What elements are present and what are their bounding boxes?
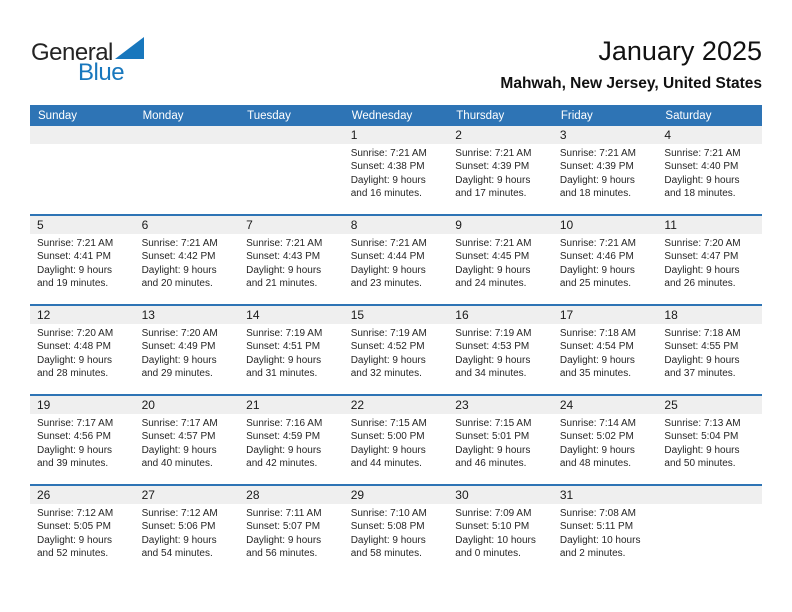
daylight-text: Daylight: 9 hours and 48 minutes. xyxy=(559,444,635,470)
day-number: 23 xyxy=(455,398,469,412)
daylight-text: Daylight: 9 hours and 56 minutes. xyxy=(246,534,322,560)
sunrise-text: Sunrise: 7:21 AM xyxy=(350,238,427,249)
daylight-text: Daylight: 9 hours and 28 minutes. xyxy=(37,354,113,380)
week-details xyxy=(30,414,762,471)
sunrise-text: Sunrise: 7:21 AM xyxy=(559,148,636,159)
day-cell xyxy=(239,414,344,471)
sunset-text: Sunset: 4:49 PM xyxy=(141,341,216,353)
sunrise-text: Sunrise: 7:21 AM xyxy=(246,238,323,249)
day-cell xyxy=(239,504,344,561)
sunrise-text: Sunrise: 7:21 AM xyxy=(141,238,218,249)
day-number: 21 xyxy=(246,398,260,412)
daylight-text: Daylight: 9 hours and 34 minutes. xyxy=(455,354,531,380)
daylight-text: Daylight: 9 hours and 46 minutes. xyxy=(455,444,531,470)
day-cell xyxy=(448,414,553,471)
daylight-text: Daylight: 9 hours and 20 minutes. xyxy=(141,264,217,290)
sunset-text: Sunset: 4:57 PM xyxy=(141,431,216,443)
day-number: 27 xyxy=(141,488,155,502)
day-cell xyxy=(657,234,762,291)
weekday-saturday: Saturday xyxy=(665,109,712,122)
day-number: 5 xyxy=(37,218,44,232)
sunset-text: Sunset: 5:08 PM xyxy=(350,521,425,533)
sunset-text: Sunset: 4:48 PM xyxy=(37,341,111,353)
sunset-text: Sunset: 4:46 PM xyxy=(559,251,634,263)
day-cell xyxy=(553,324,658,381)
sunrise-text: Sunrise: 7:16 AM xyxy=(246,418,323,429)
day-number: 8 xyxy=(350,218,358,232)
day-number xyxy=(657,486,762,504)
sunset-text: Sunset: 4:59 PM xyxy=(246,431,321,443)
sunrise-text: Sunrise: 7:09 AM xyxy=(455,508,532,519)
sunrise-text: Sunrise: 7:20 AM xyxy=(664,238,741,249)
sunrise-text: Sunrise: 7:17 AM xyxy=(37,418,114,429)
day-number: 20 xyxy=(141,398,155,412)
sunrise-text: Sunrise: 7:15 AM xyxy=(350,418,427,429)
day-number: 12 xyxy=(37,308,51,322)
day-number xyxy=(30,126,135,144)
sunset-text: Sunset: 4:39 PM xyxy=(455,161,530,173)
day-number-band xyxy=(30,126,762,144)
day-cell xyxy=(344,144,449,201)
sunrise-text: Sunrise: 7:15 AM xyxy=(455,418,532,429)
general-blue-logo xyxy=(31,37,171,86)
week-details xyxy=(30,504,762,561)
day-cell xyxy=(135,144,240,201)
daylight-text: Daylight: 9 hours and 18 minutes. xyxy=(664,174,740,200)
week-row xyxy=(30,484,762,574)
sunset-text: Sunset: 4:54 PM xyxy=(559,341,634,353)
sunset-text: Sunset: 4:38 PM xyxy=(350,161,425,173)
daylight-text: Daylight: 9 hours and 17 minutes. xyxy=(455,174,531,200)
day-cell xyxy=(344,234,449,291)
day-cell xyxy=(657,414,762,471)
calendar xyxy=(30,105,762,574)
day-number: 25 xyxy=(664,398,678,412)
sunset-text: Sunset: 4:53 PM xyxy=(455,341,530,353)
day-cell xyxy=(448,144,553,201)
sunset-text: Sunset: 5:07 PM xyxy=(246,521,321,533)
day-cell xyxy=(30,414,135,471)
sunrise-text: Sunrise: 7:18 AM xyxy=(559,328,636,339)
day-number: 19 xyxy=(37,398,51,412)
daylight-text: Daylight: 9 hours and 37 minutes. xyxy=(664,354,740,380)
weekday-thursday: Thursday xyxy=(456,109,505,122)
sunrise-text: Sunrise: 7:13 AM xyxy=(664,418,741,429)
daylight-text: Daylight: 9 hours and 54 minutes. xyxy=(141,534,217,560)
daylight-text: Daylight: 9 hours and 39 minutes. xyxy=(37,444,113,470)
sunset-text: Sunset: 4:56 PM xyxy=(37,431,111,443)
day-cell xyxy=(239,324,344,381)
day-number-band xyxy=(30,396,762,414)
week-row xyxy=(30,126,762,214)
day-number: 30 xyxy=(455,488,469,502)
day-cell xyxy=(30,234,135,291)
day-number: 3 xyxy=(559,128,567,142)
daylight-text: Daylight: 9 hours and 42 minutes. xyxy=(246,444,322,470)
day-number-band xyxy=(30,306,762,324)
daylight-text: Daylight: 9 hours and 32 minutes. xyxy=(350,354,426,380)
day-number xyxy=(239,126,344,144)
sunset-text: Sunset: 4:44 PM xyxy=(350,251,425,263)
daylight-text: Daylight: 10 hours and 2 minutes. xyxy=(559,534,641,560)
week-details xyxy=(30,234,762,291)
sunrise-text: Sunrise: 7:21 AM xyxy=(455,238,532,249)
sunset-text: Sunset: 4:47 PM xyxy=(664,251,739,263)
day-number: 1 xyxy=(350,128,358,142)
daylight-text: Daylight: 9 hours and 21 minutes. xyxy=(246,264,322,290)
day-number-band xyxy=(30,486,762,504)
weekday-friday: Friday xyxy=(560,109,593,122)
day-cell xyxy=(657,504,762,561)
day-cell xyxy=(135,234,240,291)
day-number: 18 xyxy=(664,308,678,322)
day-cell xyxy=(344,324,449,381)
sunrise-text: Sunrise: 7:21 AM xyxy=(559,238,636,249)
sunrise-text: Sunrise: 7:08 AM xyxy=(559,508,636,519)
sunset-text: Sunset: 4:40 PM xyxy=(664,161,739,173)
weekday-tuesday: Tuesday xyxy=(247,109,291,122)
daylight-text: Daylight: 9 hours and 29 minutes. xyxy=(141,354,217,380)
daylight-text: Daylight: 9 hours and 58 minutes. xyxy=(350,534,426,560)
sunrise-text: Sunrise: 7:10 AM xyxy=(350,508,427,519)
daylight-text: Daylight: 9 hours and 26 minutes. xyxy=(664,264,740,290)
daylight-text: Daylight: 10 hours and 0 minutes. xyxy=(455,534,536,560)
day-cell xyxy=(657,144,762,201)
title-block xyxy=(500,34,762,96)
day-number: 6 xyxy=(141,218,149,232)
sunset-text: Sunset: 5:04 PM xyxy=(664,431,739,443)
sunset-text: Sunset: 4:45 PM xyxy=(455,251,530,263)
day-number xyxy=(135,126,240,144)
sunrise-text: Sunrise: 7:19 AM xyxy=(455,328,532,339)
day-number: 15 xyxy=(350,308,365,322)
day-cell xyxy=(344,414,449,471)
sunset-text: Sunset: 5:00 PM xyxy=(350,431,425,443)
daylight-text: Daylight: 9 hours and 18 minutes. xyxy=(559,174,635,200)
week-row xyxy=(30,304,762,394)
day-number: 26 xyxy=(37,488,51,502)
sunrise-text: Sunrise: 7:11 AM xyxy=(246,508,322,519)
sunset-text: Sunset: 4:42 PM xyxy=(141,251,216,263)
sunrise-text: Sunrise: 7:21 AM xyxy=(664,148,741,159)
weekday-header xyxy=(30,105,762,126)
day-number: 29 xyxy=(350,488,365,502)
week-row xyxy=(30,394,762,484)
daylight-text: Daylight: 9 hours and 23 minutes. xyxy=(350,264,426,290)
sunset-text: Sunset: 4:55 PM xyxy=(664,341,739,353)
day-cell xyxy=(30,324,135,381)
weekday-wednesday: Wednesday xyxy=(351,109,413,122)
logo-general-text: General xyxy=(31,39,113,66)
day-number: 17 xyxy=(559,308,574,322)
daylight-text: Daylight: 9 hours and 31 minutes. xyxy=(246,354,322,380)
day-number: 4 xyxy=(664,128,672,142)
sunset-text: Sunset: 5:11 PM xyxy=(559,521,634,533)
logo-blue-text: Blue xyxy=(78,59,125,86)
sunset-text: Sunset: 4:52 PM xyxy=(350,341,425,353)
daylight-text: Daylight: 9 hours and 44 minutes. xyxy=(350,444,426,470)
day-number-band xyxy=(30,216,762,234)
daylight-text: Daylight: 9 hours and 52 minutes. xyxy=(37,534,113,560)
sunrise-text: Sunrise: 7:12 AM xyxy=(141,508,218,519)
calendar-weeks xyxy=(30,126,762,574)
day-cell xyxy=(30,144,135,201)
daylight-text: Daylight: 9 hours and 40 minutes. xyxy=(141,444,217,470)
day-number: 14 xyxy=(246,308,260,322)
day-cell xyxy=(135,414,240,471)
day-cell xyxy=(657,324,762,381)
day-cell xyxy=(30,504,135,561)
sunrise-text: Sunrise: 7:18 AM xyxy=(664,328,741,339)
day-cell xyxy=(239,144,344,201)
sunrise-text: Sunrise: 7:21 AM xyxy=(37,238,114,249)
sunrise-text: Sunrise: 7:17 AM xyxy=(141,418,218,429)
sunset-text: Sunset: 4:43 PM xyxy=(246,251,321,263)
day-cell xyxy=(344,504,449,561)
sunrise-text: Sunrise: 7:21 AM xyxy=(350,148,427,159)
sunrise-text: Sunrise: 7:19 AM xyxy=(246,328,323,339)
day-number: 28 xyxy=(246,488,260,502)
day-cell xyxy=(553,414,658,471)
day-cell xyxy=(553,144,658,201)
sunset-text: Sunset: 5:02 PM xyxy=(559,431,634,443)
sunset-text: Sunset: 4:39 PM xyxy=(559,161,634,173)
day-number: 24 xyxy=(559,398,574,412)
week-details xyxy=(30,324,762,381)
sunrise-text: Sunrise: 7:12 AM xyxy=(37,508,114,519)
day-number: 9 xyxy=(455,218,462,232)
week-details xyxy=(30,144,762,201)
day-number: 11 xyxy=(664,218,677,232)
day-number: 10 xyxy=(559,218,574,232)
week-row xyxy=(30,214,762,304)
day-number: 2 xyxy=(455,128,462,142)
sunset-text: Sunset: 5:10 PM xyxy=(455,521,530,533)
day-cell xyxy=(135,504,240,561)
sunset-text: Sunset: 4:51 PM xyxy=(246,341,321,353)
sunrise-text: Sunrise: 7:19 AM xyxy=(350,328,427,339)
sunrise-text: Sunrise: 7:20 AM xyxy=(141,328,218,339)
day-cell xyxy=(448,324,553,381)
sunrise-text: Sunrise: 7:14 AM xyxy=(559,418,636,429)
day-cell xyxy=(448,234,553,291)
day-number: 13 xyxy=(141,308,155,322)
sunrise-text: Sunrise: 7:21 AM xyxy=(455,148,532,159)
page-title: January 2025 xyxy=(598,36,762,66)
day-cell xyxy=(448,504,553,561)
sunset-text: Sunset: 4:41 PM xyxy=(37,251,111,263)
day-number: 7 xyxy=(246,218,253,232)
daylight-text: Daylight: 9 hours and 16 minutes. xyxy=(350,174,426,200)
daylight-text: Daylight: 9 hours and 19 minutes. xyxy=(37,264,113,290)
day-number: 31 xyxy=(559,488,574,502)
day-cell xyxy=(553,234,658,291)
sunrise-text: Sunrise: 7:20 AM xyxy=(37,328,114,339)
daylight-text: Daylight: 9 hours and 25 minutes. xyxy=(559,264,635,290)
daylight-text: Daylight: 9 hours and 35 minutes. xyxy=(559,354,635,380)
daylight-text: Daylight: 9 hours and 24 minutes. xyxy=(455,264,531,290)
sunset-text: Sunset: 5:05 PM xyxy=(37,521,111,533)
weekday-sunday: Sunday xyxy=(38,109,78,122)
daylight-text: Daylight: 9 hours and 50 minutes. xyxy=(664,444,740,470)
day-number: 16 xyxy=(455,308,469,322)
day-cell xyxy=(135,324,240,381)
sunset-text: Sunset: 5:06 PM xyxy=(141,521,216,533)
page-subtitle: Mahwah, New Jersey, United States xyxy=(500,75,762,92)
day-number: 22 xyxy=(350,398,365,412)
day-cell xyxy=(239,234,344,291)
weekday-monday: Monday xyxy=(142,109,184,122)
day-cell xyxy=(553,504,658,561)
sunset-text: Sunset: 5:01 PM xyxy=(455,431,530,443)
